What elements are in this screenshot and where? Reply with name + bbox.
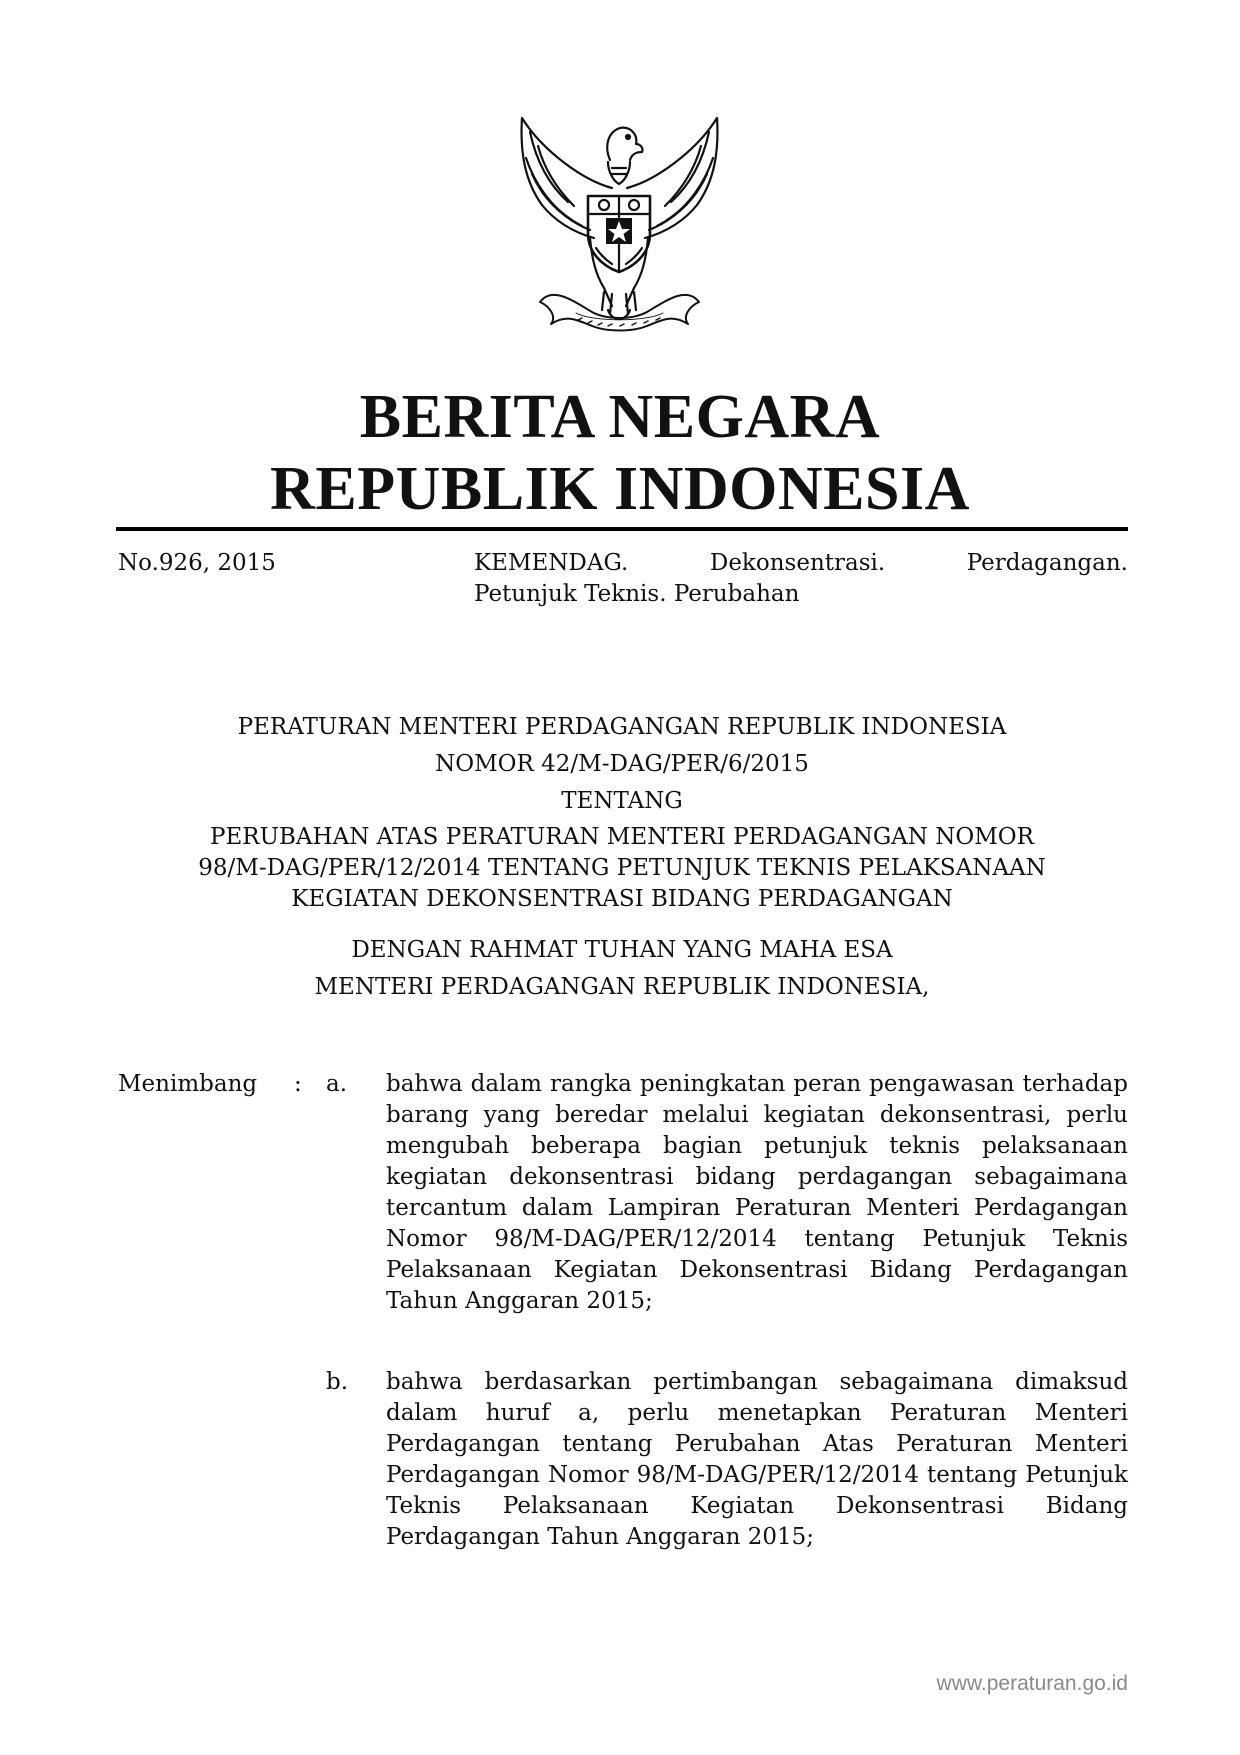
gazette-subject-line1 bbox=[474, 548, 1128, 579]
considering-colon: : bbox=[294, 1071, 302, 1097]
regulation-issuer: MENTERI PERDAGANGAN REPUBLIK INDONESIA, bbox=[314, 974, 930, 1000]
regulation-number: NOMOR 42/M-DAG/PER/6/2015 bbox=[435, 751, 809, 777]
regulation-subject-line2: 98/M-DAG/PER/12/2014 TENTANG PETUNJUK TEKNIS PELAKSANAAN bbox=[198, 855, 1046, 881]
considering-label: Menimbang bbox=[118, 1071, 258, 1097]
regulation-subject-line3: KEGIATAN DEKONSENTRASI BIDANG PERDAGANGAN bbox=[291, 886, 953, 912]
gazette-number: No.926, 2015 bbox=[118, 550, 276, 576]
regulation-subject-line1: PERUBAHAN ATAS PERATURAN MENTERI PERDAGANGAN NOMOR bbox=[210, 824, 1034, 850]
subject-word: KEMENDAG. bbox=[474, 550, 629, 576]
regulation-about: TENTANG bbox=[561, 788, 683, 814]
clause-letter: b. bbox=[326, 1369, 349, 1395]
garuda-emblem-icon bbox=[512, 110, 727, 335]
masthead-title-line1: BERITA NEGARA bbox=[359, 383, 881, 451]
gazette-subject-line2: Petunjuk Teknis. Perubahan bbox=[474, 581, 800, 607]
subject-word: Dekonsentrasi. bbox=[709, 550, 886, 576]
clause-text: bahwa berdasarkan pertimbangan sebagaimana dimaksud dalam huruf a, perlu menetapkan Peraturan Menteri Perdagangan tentang Perubahan Atas Peraturan Menteri Perdagangan Nomor 98/M-DAG/PER/12/2014 tentang Petunjuk Teknis Pelaksanaan Kegiatan Dekonsentrasi Bidang Perdagangan Tahun Anggaran 2015; bbox=[386, 1369, 1128, 1550]
masthead-divider bbox=[116, 527, 1128, 531]
masthead-title-line2: REPUBLIK INDONESIA bbox=[270, 455, 970, 523]
clause-letter: a. bbox=[326, 1071, 348, 1097]
footer-url[interactable]: www.peraturan.go.id bbox=[936, 1672, 1128, 1695]
gazette-subject bbox=[474, 548, 1128, 610]
regulation-title: PERATURAN MENTERI PERDAGANGAN REPUBLIK INDONESIA bbox=[237, 714, 1007, 740]
regulation-invocation: DENGAN RAHMAT TUHAN YANG MAHA ESA bbox=[351, 937, 893, 963]
clause-text: bahwa dalam rangka peningkatan peran pengawasan terhadap barang yang beredar melalui kegiatan dekonsentrasi, perlu mengubah beberapa bagian petunjuk teknis pelaksanaan kegiatan dekonsentrasi bidang perdagangan sebagaimana tercantum dalam Lampiran Peraturan Menteri Perdagangan Nomor 98/M-DAG/PER/12/2014 tentang Petunjuk Teknis Pelaksanaan Kegiatan Dekonsentrasi Bidang Perdagangan Tahun Anggaran 2015; bbox=[386, 1071, 1128, 1314]
subject-word: Perdagangan. bbox=[966, 550, 1128, 576]
